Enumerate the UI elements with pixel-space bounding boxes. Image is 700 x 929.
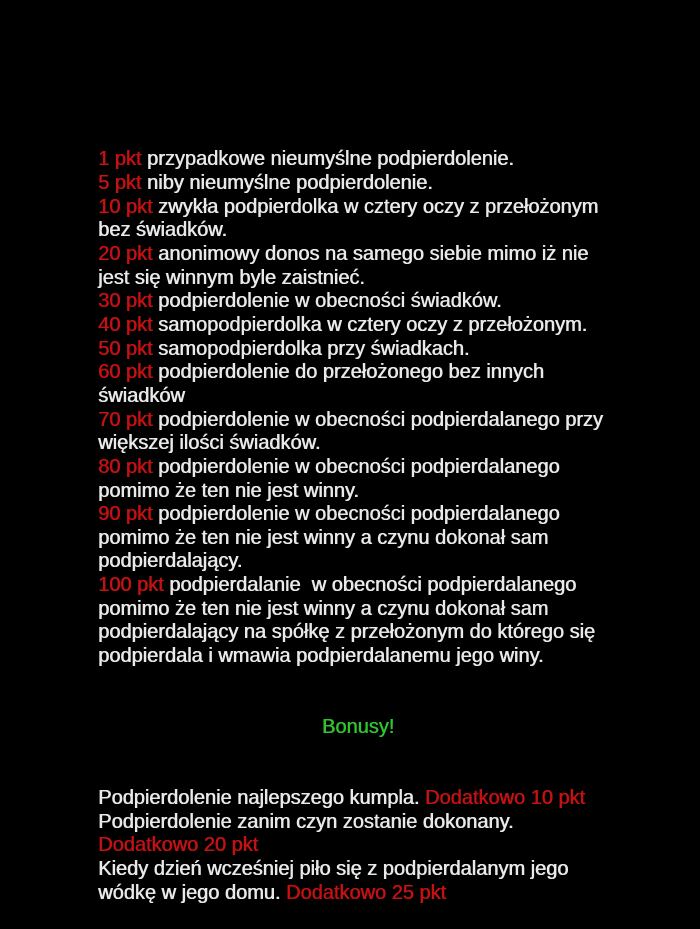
- bonus-item: [98, 858, 618, 905]
- score-item: [98, 409, 618, 456]
- points-value: 40 pkt: [98, 313, 153, 336]
- points-value: 90 pkt: [98, 503, 153, 526]
- score-item: [98, 503, 618, 574]
- points-value: 100 pkt: [98, 574, 164, 597]
- score-description: podpierdolenie w obecności podpierdalanego pomimo że ten nie jest winny.: [98, 455, 566, 502]
- score-item: [98, 172, 618, 196]
- points-value: 5 pkt: [98, 171, 142, 194]
- score-description: anonimowy donos na samego siebie mimo iż nie jest się winnym byle zaistnieć.: [98, 242, 594, 289]
- bonus-description: Podpierdolenie najlepszego kumpla.: [98, 787, 420, 810]
- score-description: podpierdolenie w obecności podpierdalanego przy większej ilości świadków.: [98, 408, 609, 455]
- points-value: 30 pkt: [98, 290, 153, 313]
- score-description: samopodpierdolka w cztery oczy z przełożonym.: [158, 313, 588, 336]
- score-item: [98, 456, 618, 503]
- bonus-list: [98, 787, 618, 905]
- score-item: [98, 196, 618, 243]
- points-value: 1 pkt: [98, 148, 142, 171]
- score-description: niby nieumyślne podpierdolenie.: [146, 171, 433, 194]
- points-value: 70 pkt: [98, 408, 153, 431]
- bonus-points: Dodatkowo 10 pkt: [424, 787, 585, 810]
- score-description: podpierdolenie w obecności podpierdalanego pomimo że ten nie jest winny a czynu dokonał sam podpierdalający.: [98, 503, 566, 573]
- points-value: 80 pkt: [98, 455, 153, 478]
- score-description: podpierdalanie w obecności podpierdalanego pomimo że ten nie jest winny a czynu dokonał sam podpierdalający na spółkę z przełożonym do którego się podpierdala i wmawia podpierdalanemu jego winy.: [98, 574, 601, 668]
- points-value: 20 pkt: [98, 242, 153, 265]
- score-item: [98, 338, 618, 362]
- score-description: podpierdolenie w obecności świadków.: [158, 290, 502, 313]
- score-item: [98, 314, 618, 338]
- bonus-description: Kiedy dzień wcześniej piło się z podpierdalanym jego wódkę w jego domu.: [98, 858, 574, 904]
- score-description: podpierdolenie do przełożonego bez innych świadków: [98, 361, 550, 407]
- rules-text: [98, 101, 618, 929]
- score-item: [98, 148, 618, 172]
- score-item: [98, 361, 618, 408]
- score-description: samopodpierdolka przy świadkach.: [158, 337, 470, 360]
- score-list: [98, 148, 618, 668]
- score-description: zwykła podpierdolka w cztery oczy z przełożonym bez świadków.: [98, 195, 604, 242]
- score-item: [98, 574, 618, 669]
- bonus-points: Dodatkowo 25 pkt: [285, 881, 446, 904]
- score-item: [98, 243, 618, 290]
- score-item: [98, 290, 618, 314]
- points-value: 60 pkt: [98, 361, 153, 384]
- bonus-heading: Bonusy!: [321, 716, 395, 739]
- bonus-item: [98, 787, 618, 811]
- points-value: 50 pkt: [98, 337, 153, 360]
- bonus-points: Dodatkowo 20 pkt: [98, 834, 259, 857]
- points-value: 10 pkt: [98, 195, 153, 218]
- score-description: przypadkowe nieumyślne podpierdolenie.: [146, 148, 514, 171]
- bonus-description: Podpierdolenie zanim czyn zostanie dokonany.: [98, 810, 514, 833]
- bonus-item: [98, 811, 618, 858]
